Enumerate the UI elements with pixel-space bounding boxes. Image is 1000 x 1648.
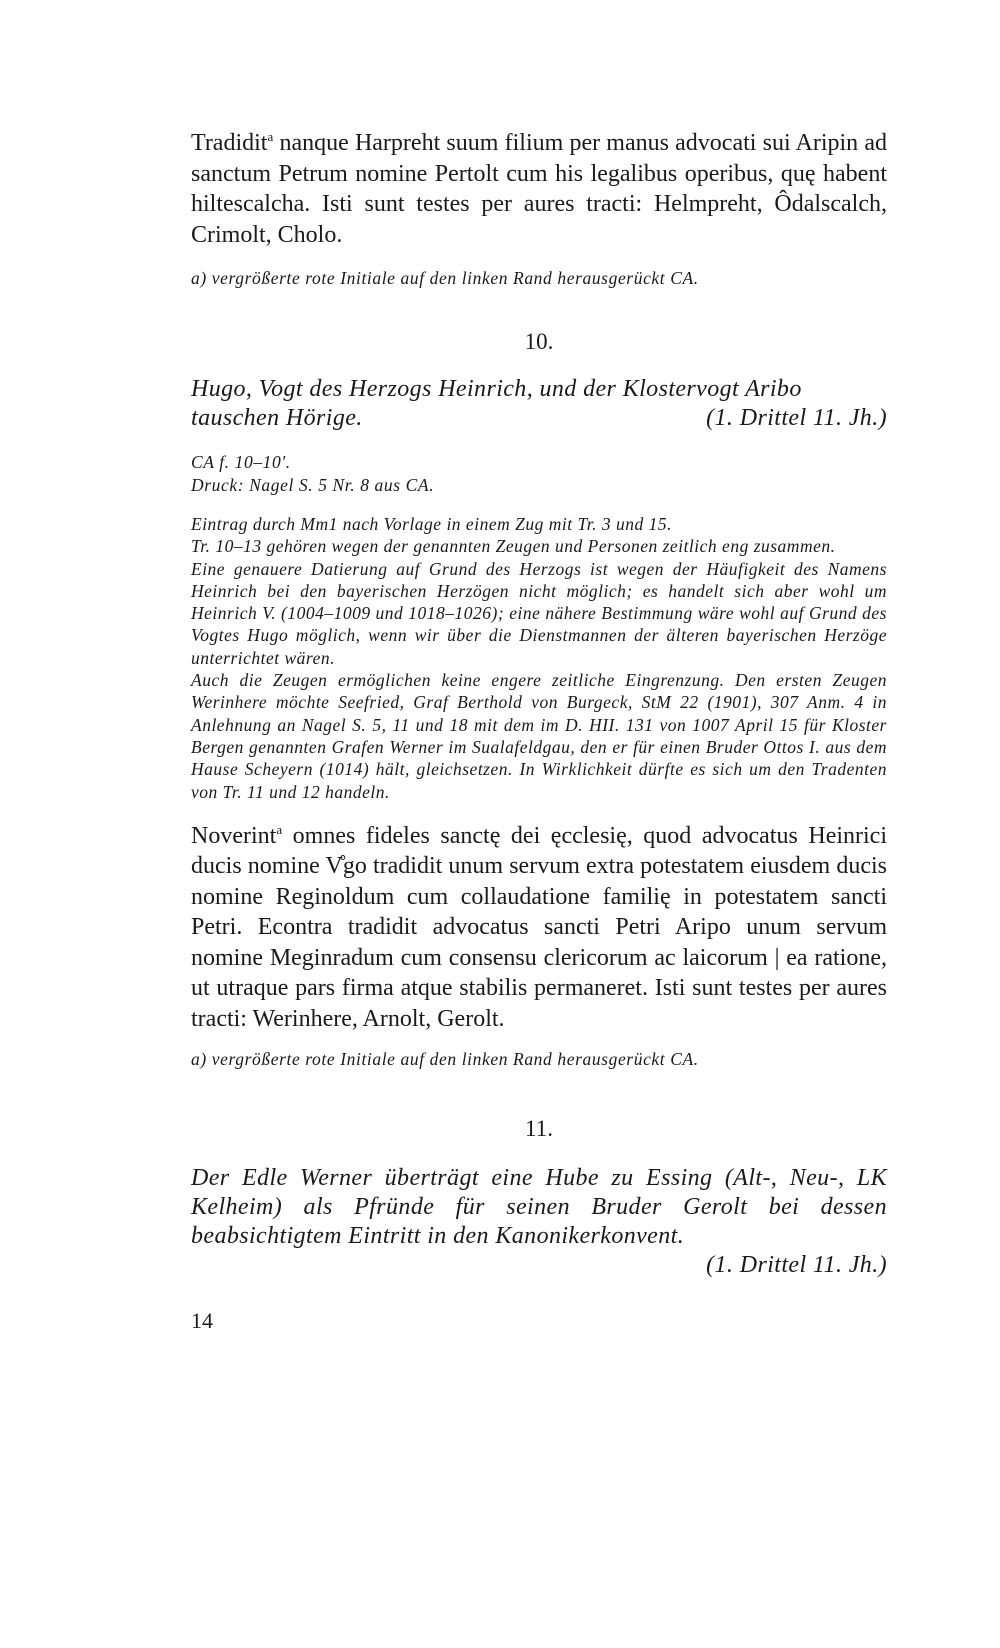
doc-10-text	[191, 821, 887, 1035]
doc-11-date: (1. Drittel 11. Jh.)	[706, 1252, 887, 1279]
initial-word: Tradidit	[191, 130, 268, 156]
doc-11-number: 11.	[525, 1116, 553, 1142]
doc-10-comment-2: Tr. 10–13 gehören wegen der genannten Zeugen und Personen zeitlich eng zusammen.	[191, 536, 836, 557]
doc-10-print: Druck: Nagel S. 5 Nr. 8 aus CA.	[191, 475, 435, 495]
doc-10-body: omnes fideles sanctę dei ęcclesię, quod advocatus Heinrici ducis nomine V̊go tradidit unum servum extra potestatem eiusdem ducis nomine Reginoldum cum collaudatione familię in potestatem sancti Petri. Econtra tradidit advocatus sancti Petri Aripo unum servum nomine Meginradum cum consensu clericorum ac laicorum | ea ratione, ut utraque pars firma atque stabilis permaneret. Isti sunt testes per aures tracti: Werinhere, Arnolt, Gerolt.	[191, 822, 888, 1032]
book-page	[191, 128, 887, 1334]
doc-10-comment-3: Eine genauere Datierung auf Grund des Herzogs ist wegen der Häufigkeit des Namens Heinrich bei den bayerischen Herzögen nicht möglich; es handelt sich aber wohl um Heinrich V. (1004–1009 und 1018–1026); eine nähere Bestimmung wäre wohl auf Grund des Vogtes Hugo möglich, wenn wir über die Dienstmannen der älteren bayerischen Herzöge unterrichtet wären.	[191, 558, 887, 668]
doc-11-regest: Der Edle Werner überträgt eine Hube zu Essing (Alt-, Neu-, LK Kelheim) als Pfründe für seinen Bruder Gerolt bei dessen beabsichtigtem Eintritt in den Kanonikerkonvent.	[191, 1165, 887, 1250]
initial-word: Noverint	[191, 822, 277, 849]
doc-10-comment-4: Auch die Zeugen ermöglichen keine engere zeitliche Eingrenzung. Den ersten Zeugen Werinhere möchte Seefried, Graf Berthold von Burgeck, StM 22 (1901), 307 Anm. 4 in Anlehnung an Nagel S. 5, 11 und 18 mit dem im D. HII. 131 von 1007 April 15 für Kloster Bergen genannten Grafen Werner im Sualafeldgau, den er für einen Bruder Ottos I. aus dem Hause Scheyern (1014) hält, gleichsetzen. In Wirklichkeit dürfte es sich um den Tradenten von Tr. 11 und 12 handeln.	[191, 670, 887, 802]
doc-9-text	[191, 128, 887, 250]
doc-10-regest	[191, 375, 887, 433]
doc-10-commentary	[191, 513, 887, 803]
page-number: 14	[191, 1308, 213, 1334]
doc-9-footnote: a) vergrößerte rote Initiale auf den linken Rand herausgerückt CA.	[191, 268, 699, 288]
doc-10-date: (1. Drittel 11. Jh.)	[706, 405, 887, 431]
doc-9-body: nanque Harpreht suum filium per manus advocati sui Aripin ad sanctum Petrum nomine Pertolt cum his legalibus operibus, quę habent hiltescalcha. Isti sunt testes per aures tracti: Helmpreht, Ôdalscalch, Crimolt, Cholo.	[191, 130, 888, 248]
footnote-marker: a	[276, 821, 283, 837]
doc-10-comment-1: Eintrag durch Mm1 nach Vorlage in einem Zug mit Tr. 3 und 15.	[191, 514, 672, 534]
doc-10-number: 10.	[524, 329, 554, 354]
doc-10-regest-row	[191, 404, 887, 433]
footnote-marker: a	[267, 129, 274, 144]
doc-10-source: CA f. 10–10'.	[191, 452, 291, 472]
doc-10-footnote: a) vergrößerte rote Initiale auf den linken Rand herausgerückt CA.	[191, 1049, 699, 1070]
doc-10-sources	[191, 451, 887, 497]
doc-10-regest-line1: Hugo, Vogt des Herzogs Heinrich, und der Klostervogt Aribo	[191, 376, 802, 402]
doc-10-regest-line2: tauschen Hörige.	[191, 405, 363, 431]
